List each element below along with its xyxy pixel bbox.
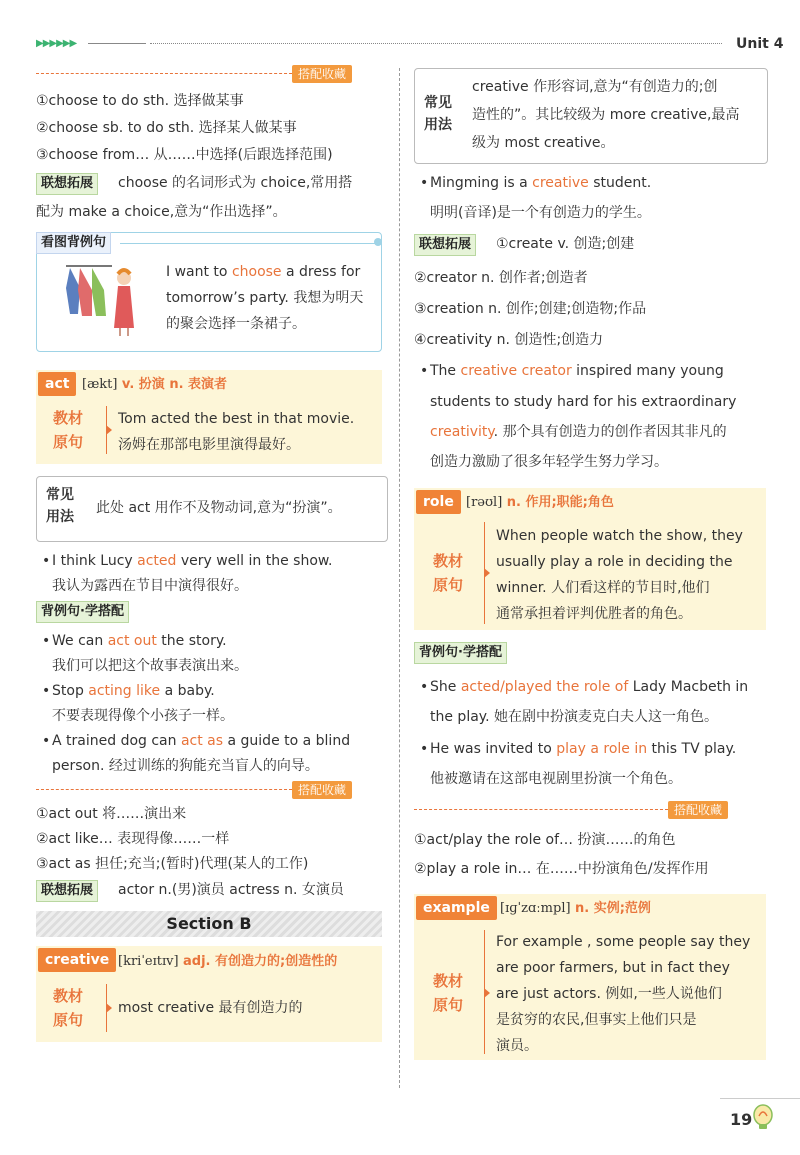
role-ex2-highlight: play a role in <box>556 741 648 757</box>
act-meaning: v. 扮演 n. 表演者 <box>121 377 228 392</box>
creative-example-2-line3 <box>430 421 727 443</box>
header-line-left <box>88 43 146 44</box>
creative-ext-1: ①create v. 创造;创建 <box>496 236 635 252</box>
creative-word: creative <box>38 948 116 972</box>
unit-label: Unit 4 <box>736 36 784 52</box>
creative-example-2-line4: 创造力激励了很多年轻学生努力学习。 <box>430 454 668 470</box>
role-phonetic: [rəʊl] <box>466 495 503 510</box>
example-phonetic: [ɪɡˈzɑːmpl] <box>500 901 571 916</box>
example-source-line2: are poor farmers, but in fact they <box>496 960 730 976</box>
act-word: act <box>38 372 76 396</box>
collocation-tip: 搭配收藏 <box>292 65 352 83</box>
tip-divider <box>36 73 292 74</box>
creative-example-1-cn: 明明(音译)是一个有创造力的学生。 <box>430 205 651 221</box>
page-number: 19 <box>730 1110 753 1129</box>
creative-ext-4: ④creativity n. 创造性;创造力 <box>414 332 604 348</box>
act-ex3-b: a baby. <box>160 683 215 699</box>
usage-label-line2: 用法 <box>46 509 74 525</box>
example-meaning: n. 实例;范例 <box>575 901 651 916</box>
act-ex1-a: I think Lucy <box>52 553 138 569</box>
creative-meaning: adj. 有创造力的;创造性的 <box>183 954 338 969</box>
creative-usage-label <box>424 92 452 136</box>
source-label-line2: 原句 <box>432 576 463 594</box>
section-title: Section B <box>166 914 252 933</box>
act-ex2-a: We can <box>52 633 108 649</box>
picture-dot <box>374 238 382 246</box>
creative-ex2-c: . 那个具有创造力的创作者因其非凡的 <box>493 424 727 440</box>
act-entry-header <box>82 373 227 396</box>
picture-en-highlight: choose <box>231 264 282 280</box>
act-source-label <box>48 406 88 454</box>
role-phrase-1: ①act/play the role of… 扮演……的角色 <box>414 832 676 848</box>
example-entry-header <box>500 897 651 920</box>
creative-ex1-b: student. <box>588 175 652 191</box>
column-divider <box>399 68 400 1088</box>
choose-extension-line2: 配为 make a choice,意为“作出选择”。 <box>36 204 287 220</box>
act-collocation-tip: 搭配收藏 <box>292 781 352 799</box>
example-source-label <box>428 969 468 1017</box>
creative-ex2-highlight-2: creativity <box>430 424 494 440</box>
choose-phrase-3: ③choose from… 从……中选择(后跟选择范围) <box>36 147 333 163</box>
role-meaning: n. 作用;职能;角色 <box>506 495 614 510</box>
role-ex1-b: Lady Macbeth in <box>628 679 749 695</box>
role-phrase-2: ②play a role in… 在……中扮演角色/发挥作用 <box>414 861 709 877</box>
act-example-1 <box>52 550 333 572</box>
example-source-line3: are just actors. 例如,一些人说他们 <box>496 986 722 1002</box>
act-source-arrow-icon <box>106 425 112 435</box>
act-ex4-highlight: act as <box>180 733 224 749</box>
role-ex1-a: She <box>430 679 461 695</box>
act-phrase-1: ①act out 将……演出来 <box>36 806 187 822</box>
role-source-line1: When people watch the show, they <box>496 528 743 544</box>
role-ex2-b: this TV play. <box>647 741 737 757</box>
act-usage-label <box>46 484 74 528</box>
source-label-line1: 教材 <box>432 972 463 990</box>
source-label-line2: 原句 <box>52 1011 83 1029</box>
act-source-en: Tom acted the best in that movie. <box>118 411 355 427</box>
creative-usage-line1: creative 作形容词,意为“有创造力的;创 <box>472 79 718 95</box>
creative-example-2 <box>430 360 724 382</box>
lightbulb-icon <box>752 1104 774 1132</box>
creative-source-arrow-icon <box>106 1003 112 1013</box>
role-ex2-a: He was invited to <box>430 741 557 757</box>
source-label-line1: 教材 <box>52 409 83 427</box>
choose-phrase-1: ①choose to do sth. 选择做某事 <box>36 93 244 109</box>
creative-source-label <box>48 984 88 1032</box>
choose-phrase-2: ②choose sb. to do sth. 选择某人做某事 <box>36 120 297 136</box>
act-tip-divider <box>36 789 292 790</box>
act-phrase-2: ②act like… 表现得像……一样 <box>36 831 230 847</box>
role-source-line4: 通常承担着评判优胜者的角色。 <box>496 606 692 622</box>
source-label-line2: 原句 <box>52 433 83 451</box>
creative-association-label: 联想拓展 <box>414 234 476 256</box>
act-ex4-a: A trained dog can <box>52 733 181 749</box>
act-example-3 <box>52 680 215 702</box>
creative-ex2-b: inspired many young <box>571 363 724 379</box>
header-line-right <box>150 43 722 44</box>
role-example-collocation-label: 背例句·学搭配 <box>414 642 507 664</box>
page-number-line <box>720 1098 800 1099</box>
act-example-3-cn: 不要表现得像个小孩子一样。 <box>52 708 234 724</box>
creative-usage-line2: 造性的”。其比较级为 more creative,最高 <box>472 107 740 123</box>
act-example-2-cn: 我们可以把这个故事表演出来。 <box>52 658 248 674</box>
picture-en-a: I want to <box>166 264 232 280</box>
role-example-1 <box>430 676 748 698</box>
creative-ex1-highlight: creative <box>532 175 589 191</box>
role-entry-header <box>466 491 614 514</box>
example-source-line1: For example , some people say they <box>496 934 751 950</box>
creative-phonetic: [kriˈeɪtɪv] <box>118 954 179 969</box>
creative-ext-2: ②creator n. 创作者;创造者 <box>414 270 588 286</box>
role-word: role <box>416 490 461 514</box>
act-ex2-highlight: act out <box>107 633 157 649</box>
example-collocation-label: 背例句·学搭配 <box>36 601 129 623</box>
creative-ext-3: ③creation n. 创作;创建;创造物;作品 <box>414 301 647 317</box>
act-ex2-b: the story. <box>156 633 227 649</box>
role-source-arrow-icon <box>484 568 490 578</box>
role-source-line3: winner. 人们看这样的节目时,他们 <box>496 580 710 596</box>
role-collocation-tip: 搭配收藏 <box>668 801 728 819</box>
creative-source-text: most creative 最有创造力的 <box>118 1000 303 1016</box>
example-word: example <box>416 896 497 920</box>
creative-usage-line3: 级为 most creative。 <box>472 135 615 151</box>
act-example-4 <box>52 730 350 752</box>
act-example-1-cn: 我认为露西在节目中演得很好。 <box>52 578 248 594</box>
role-ex1-highlight: acted/played the role of <box>460 679 629 695</box>
act-example-2 <box>52 630 227 652</box>
act-example-4-line2: person. 经过训练的狗能充当盲人的向导。 <box>52 758 319 774</box>
role-example-2 <box>430 738 736 760</box>
role-tip-divider <box>414 809 668 810</box>
creative-ex2-a: The <box>430 363 461 379</box>
act-phrase-3: ③act as 担任;充当;(暂时)代理(某人的工作) <box>36 856 309 872</box>
source-label-line2: 原句 <box>432 996 463 1014</box>
role-source-label <box>428 549 468 597</box>
example-source-arrow-icon <box>484 988 490 998</box>
creative-entry-header <box>118 950 337 973</box>
usage-label-line2: 用法 <box>424 117 452 133</box>
creative-example-1 <box>430 172 651 194</box>
role-source-line2: usually play a role in deciding the <box>496 554 733 570</box>
act-source-cn: 汤姆在那部电影里演得最好。 <box>118 437 300 453</box>
source-label-line1: 教材 <box>52 987 83 1005</box>
act-ex3-a: Stop <box>52 683 89 699</box>
header-arrows: ▶▶▶▶▶▶ <box>36 38 77 49</box>
picture-example-line2: tomorrow’s party. 我想为明天 <box>166 290 364 306</box>
act-ex1-highlight: acted <box>137 553 177 569</box>
picture-label: 看图背例句 <box>36 232 111 254</box>
creative-ex2-highlight: creative creator <box>460 363 572 379</box>
act-ex1-b: very well in the show. <box>176 553 333 569</box>
act-ex3-highlight: acting like <box>88 683 161 699</box>
example-source-line4: 是贫穷的农民,但事实上他们只是 <box>496 1012 697 1028</box>
act-association-label: 联想拓展 <box>36 880 98 902</box>
act-usage-text: 此处 act 用作不及物动词,意为“扮演”。 <box>96 500 342 516</box>
usage-label-line1: 常见 <box>424 95 452 111</box>
picture-en-b: a dress for <box>281 264 361 280</box>
role-example-2-cn: 他被邀请在这部电视剧里扮演一个角色。 <box>430 771 682 787</box>
role-example-1-line2: the play. 她在剧中扮演麦克白夫人这一角色。 <box>430 709 718 725</box>
creative-example-2-line2: students to study hard for his extraordinary <box>430 394 737 410</box>
act-ex4-b: a guide to a blind <box>223 733 351 749</box>
example-source-line5: 演员。 <box>496 1038 538 1054</box>
choose-extension-line1: choose 的名词形式为 choice,常用搭 <box>118 175 353 191</box>
girl-choosing-dress-illustration <box>62 258 142 338</box>
act-association-text: actor n.(男)演员 actress n. 女演员 <box>118 882 344 898</box>
picture-dot-line <box>120 243 376 244</box>
picture-example-line1 <box>166 261 360 283</box>
creative-ex1-a: Mingming is a <box>430 175 533 191</box>
usage-label-line1: 常见 <box>46 487 74 503</box>
picture-example-line3: 的聚会选择一条裙子。 <box>166 316 306 332</box>
act-phonetic: [ækt] <box>82 377 118 392</box>
association-label: 联想拓展 <box>36 173 98 195</box>
source-label-line1: 教材 <box>432 552 463 570</box>
